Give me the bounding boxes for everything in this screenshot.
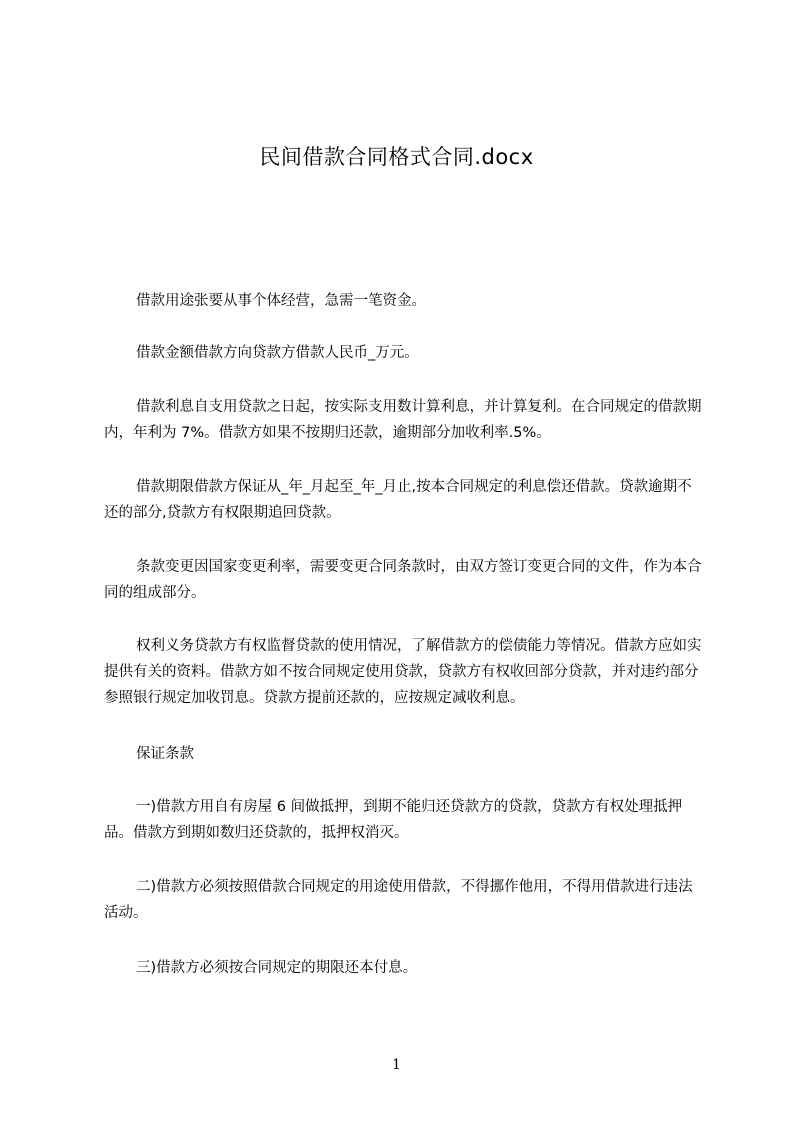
paragraph-guarantee-3: 三)借款方必须按合同规定的期限还本付息。	[136, 960, 418, 976]
document-title: 民间借款合同格式合同.docx	[259, 145, 534, 169]
paragraph-loan-amount: 借款金额借款方向贷款方借款人民币_万元。	[136, 345, 419, 361]
paragraph-loan-purpose: 借款用途张要从事个体经营，急需一笔资金。	[136, 293, 426, 309]
paragraph-rights-obligations: 权利义务贷款方有权监督贷款的使用情况，了解借款方的偿债能力等情况。借款方应如实提供有关的资料。借款方如不按合同规定使用贷款，贷款方有权收回部分贷款，并对违约部分参照银行规定加收罚息。贷款方提前还款的，应按规定减收利息。	[104, 638, 702, 706]
page-number: 1	[392, 1057, 401, 1073]
paragraph-guarantee-1: 一)借款方用自有房屋 6 间做抵押，到期不能归还贷款方的贷款，贷款方有权处理抵押品。借款方到期如数归还贷款的，抵押权消灭。	[104, 799, 683, 841]
paragraph-guarantee-2: 二)借款方必须按照借款合同规定的用途使用借款，不得挪作他用，不得用借款进行违法活动。	[104, 879, 693, 921]
paragraph-loan-interest: 借款利息自支用贷款之日起，按实际支用数计算利息，并计算复利。在合同规定的借款期内，年利为 7%。借款方如果不按期归还款，逾期部分加收利率.5%。	[104, 399, 702, 441]
paragraph-loan-term: 借款期限借款方保证从_年_月起至_年_月止,按本合同规定的利息偿还借款。贷款逾期不还的部分,贷款方有权限期追回贷款。	[104, 479, 692, 521]
paragraph-clause-change: 条款变更因国家变更利率，需要变更合同条款时，由双方签订变更合同的文件，作为本合同的组成部分。	[104, 559, 702, 601]
paragraph-guarantee-heading: 保证条款	[136, 746, 194, 762]
